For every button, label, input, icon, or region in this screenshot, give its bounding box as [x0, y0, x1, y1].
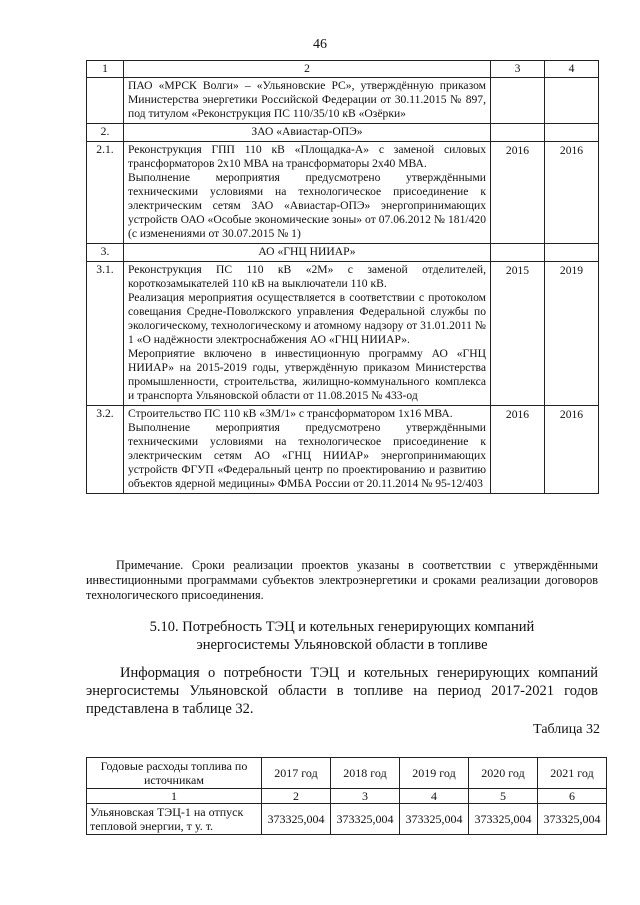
fuel-value: 373325,004 [262, 804, 331, 835]
fuel-table [86, 757, 607, 835]
row-number [87, 78, 124, 124]
header-cell: 3 [491, 61, 545, 78]
description-paragraph: Реконструкция ПС 110 кВ «2М» с заменой отделителей, короткозамыкателей 110 кВ на выключатели 110 кВ. [128, 263, 486, 290]
column-number-row [87, 789, 607, 804]
header-cell: 4 [545, 61, 599, 78]
column-number: 6 [538, 789, 607, 804]
description-paragraph: Реализация мероприятия осуществляется в соответствии с протоколом совещания Средне-Поволжского управления Федеральной службы по экологическому, технологическому и атомному надзору от 31.01.2011 № 1 «О надёжности электроснабжения АО «ГНЦ НИИАР». [128, 291, 486, 346]
empty-cell [491, 244, 545, 262]
fuel-value: 373325,004 [538, 804, 607, 835]
fuel-value: 373325,004 [400, 804, 469, 835]
table-row [87, 262, 599, 406]
fuel-data-row [87, 804, 607, 835]
source-label: Ульяновская ТЭЦ-1 на отпуск тепловой энергии, т у. т. [87, 804, 262, 835]
year-header: 2019 год [400, 758, 469, 789]
intro-paragraph [86, 664, 598, 718]
year-header: 2018 год [331, 758, 400, 789]
column-number: 3 [331, 789, 400, 804]
fuel-header-row [87, 758, 607, 789]
column-number: 1 [87, 789, 262, 804]
header-cell: 1 [87, 61, 124, 78]
header-cell: 2 [124, 61, 491, 78]
section-row [87, 244, 599, 262]
table-row [87, 142, 599, 244]
row-number: 2.1. [87, 142, 124, 244]
page-number: 46 [313, 37, 327, 52]
start-year: 2016 [491, 406, 545, 494]
column-number: 4 [400, 789, 469, 804]
year-header: 2017 год [262, 758, 331, 789]
fuel-value: 373325,004 [331, 804, 400, 835]
section-title: АО «ГНЦ НИИАР» [124, 244, 491, 262]
end-year: 2019 [545, 262, 599, 406]
empty-cell [545, 244, 599, 262]
table-row [87, 406, 599, 494]
section-row [87, 124, 599, 142]
note-text: Примечание. Сроки реализации проектов указаны в соответствии с утверждёнными инвестиционными программами субъектов электроэнергетики и сроками реализации договоров технологического присоединения. [86, 558, 598, 602]
section-heading-line2: энергосистемы Ульяновской области в топливе [196, 637, 488, 653]
section-heading [86, 618, 598, 654]
row-description [124, 78, 491, 124]
fuel-value: 373325,004 [469, 804, 538, 835]
year-header: 2021 год [538, 758, 607, 789]
empty-cell [545, 124, 599, 142]
table-header-row [87, 61, 599, 78]
row-number: 3. [87, 244, 124, 262]
start-year: 2016 [491, 142, 545, 244]
projects-table [86, 60, 599, 494]
description-paragraph: Реконструкция ГПП 110 кВ «Площадка-А» с заменой силовых трансформаторов 2х10 МВА на трансформаторы 2х40 МВА. [128, 143, 486, 170]
column-number: 5 [469, 789, 538, 804]
description-paragraph: Выполнение мероприятия предусмотрено утверждёнными техническими условиями на технологическое присоединение к электрическим сетям ЗАО «Авиастар-ОПЭ» энергопринимающих устройств ОАО «Особые экономические зоны» от 07.06.2012 № 181/420 (с изменениями от 30.07.2015 № 1) [128, 171, 486, 240]
year-header: 2020 год [469, 758, 538, 789]
start-year: 2015 [491, 262, 545, 406]
description-paragraph: Строительство ПС 110 кВ «ЗМ/1» с трансформатором 1х16 МВА. [128, 407, 453, 420]
end-year: 2016 [545, 406, 599, 494]
description-paragraph: Мероприятие включено в инвестиционную программу АО «ГНЦ НИИАР» на 2015-2019 годы, утверждённую приказом Министерства промышленности, строительства, жилищно-коммунального комплекса и транспорта Ульяновской области от 11.08.2015 № 433-од [128, 347, 486, 402]
start-year [491, 78, 545, 124]
section-heading-line1: 5.10. Потребность ТЭЦ и котельных генерирующих компаний [149, 619, 535, 635]
row-description [124, 406, 491, 494]
row-number: 3.2. [87, 406, 124, 494]
fuel-header-label: Годовые расходы топлива по источникам [87, 758, 262, 789]
note [86, 558, 598, 603]
table-label: Таблица 32 [533, 722, 600, 737]
row-number: 2. [87, 124, 124, 142]
intro-paragraph-text: Информация о потребности ТЭЦ и котельных генерирующих компаний энергосистемы Ульяновской области в топливе на период 2017-2021 годов представлена в таблице 32. [86, 665, 598, 717]
empty-cell [491, 124, 545, 142]
row-description [124, 142, 491, 244]
description-paragraph: Выполнение мероприятия предусмотрено утверждёнными техническими условиями на технологическое присоединение к электрическим сетям АО «ГНЦ НИИАР» энергопринимающих устройств ФГУП «Федеральный центр по проектированию и развитию объектов ядерной медицины» ФМБА России от 20.11.2014 № 95-12/403 [128, 421, 486, 490]
end-year [545, 78, 599, 124]
column-number: 2 [262, 789, 331, 804]
end-year: 2016 [545, 142, 599, 244]
description-paragraph: ПАО «МРСК Волги» – «Ульяновские РС», утверждённую приказом Министерства энергетики Российской Федерации от 30.11.2015 № 897, под титулом «Реконструкция ПС 110/35/10 кВ «Озёрки» [128, 79, 486, 120]
section-title: ЗАО «Авиастар-ОПЭ» [124, 124, 491, 142]
table-row [87, 78, 599, 124]
row-description [124, 262, 491, 406]
row-number: 3.1. [87, 262, 124, 406]
